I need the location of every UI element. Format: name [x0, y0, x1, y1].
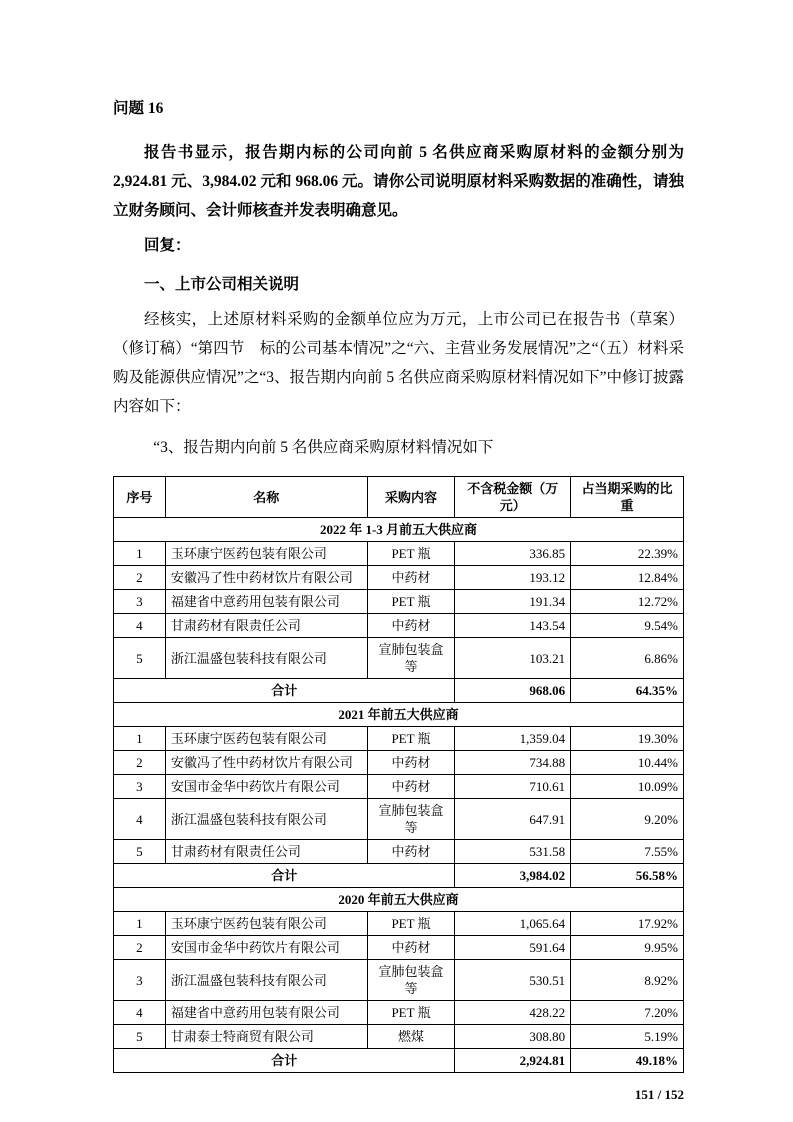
share-value: 12.72% — [571, 590, 684, 614]
col-header-seq: 序号 — [114, 477, 166, 518]
purchase-content: 中药材 — [367, 751, 455, 775]
supplier-row — [114, 542, 684, 566]
purchase-content: PET 瓶 — [367, 912, 455, 936]
total-share: 64.35% — [571, 679, 684, 703]
supplier-name: 甘肃药材有限责任公司 — [165, 840, 367, 864]
share-value: 6.86% — [571, 638, 684, 679]
supplier-name: 安徽冯了性中药材饮片有限公司 — [165, 566, 367, 590]
section-header-row — [114, 703, 684, 727]
supplier-row — [114, 638, 684, 679]
supplier-name: 浙江温盛包装科技有限公司 — [165, 799, 367, 840]
supplier-seq: 5 — [114, 840, 166, 864]
purchase-content: 燃煤 — [367, 1025, 455, 1049]
amount-value: 191.34 — [455, 590, 571, 614]
supplier-row — [114, 960, 684, 1001]
total-row — [114, 864, 684, 888]
total-amount: 2,924.81 — [455, 1049, 571, 1073]
supplier-row — [114, 840, 684, 864]
purchase-content: 宣肺包装盒等 — [367, 638, 455, 679]
supplier-seq: 1 — [114, 727, 166, 751]
amount-value: 143.54 — [455, 614, 571, 638]
purchase-content: 中药材 — [367, 840, 455, 864]
supplier-row — [114, 936, 684, 960]
table-header-row — [114, 477, 684, 518]
supplier-row — [114, 614, 684, 638]
reply-label: 回复： — [144, 237, 191, 254]
supplier-name: 甘肃泰士特商贸有限公司 — [165, 1025, 367, 1049]
share-value: 19.30% — [571, 727, 684, 751]
purchase-content: PET 瓶 — [367, 727, 455, 751]
total-label: 合计 — [114, 1049, 455, 1073]
amount-value: 1,065.64 — [455, 912, 571, 936]
purchase-content: PET 瓶 — [367, 1001, 455, 1025]
share-value: 10.09% — [571, 775, 684, 799]
purchase-content: PET 瓶 — [367, 542, 455, 566]
purchase-content: 中药材 — [367, 775, 455, 799]
purchase-content: 宣肺包装盒等 — [367, 799, 455, 840]
share-value: 12.84% — [571, 566, 684, 590]
amount-value: 336.85 — [455, 542, 571, 566]
supplier-seq: 3 — [114, 775, 166, 799]
question-title: 问题 16 — [113, 100, 164, 117]
total-label: 合计 — [114, 864, 455, 888]
supplier-row — [114, 1001, 684, 1025]
amount-value: 531.58 — [455, 840, 571, 864]
supplier-row — [114, 912, 684, 936]
section-title: 2021 年前五大供应商 — [114, 703, 684, 727]
share-value: 8.92% — [571, 960, 684, 1001]
total-row — [114, 1049, 684, 1073]
section-heading: 一、上市公司相关说明 — [144, 276, 300, 293]
col-header-amount: 不含税金额（万元） — [455, 477, 571, 518]
col-header-content: 采购内容 — [367, 477, 455, 518]
supplier-row — [114, 727, 684, 751]
amount-value: 591.64 — [455, 936, 571, 960]
amount-value: 428.22 — [455, 1001, 571, 1025]
supplier-name: 安国市金华中药饮片有限公司 — [165, 936, 367, 960]
total-share: 56.58% — [571, 864, 684, 888]
page-number: 151 / 152 — [634, 1087, 684, 1102]
amount-value: 530.51 — [455, 960, 571, 1001]
para-explanation: 经核实，上述原材料采购的金额单位应为万元，上市公司已在报告书（草案）（修订稿）“第四节 标的公司基本情况”之“六、主营业务发展情况”之“（五）材料采购及能源供应情况”之“3、报告期内向前 5 名供应商采购原材料情况如下”中修订披露内容如下： — [113, 311, 684, 415]
share-value: 7.55% — [571, 840, 684, 864]
supplier-row — [114, 799, 684, 840]
supplier-name: 福建省中意药用包装有限公司 — [165, 1001, 367, 1025]
supplier-row — [114, 751, 684, 775]
supplier-row — [114, 775, 684, 799]
share-value: 7.20% — [571, 1001, 684, 1025]
total-share: 49.18% — [571, 1049, 684, 1073]
purchase-content: 中药材 — [367, 614, 455, 638]
supplier-row — [114, 566, 684, 590]
amount-value: 103.21 — [455, 638, 571, 679]
supplier-name: 福建省中意药用包装有限公司 — [165, 590, 367, 614]
quote-line: “3、报告期内向前 5 名供应商采购原材料情况如下 — [153, 439, 494, 456]
section-header-row — [114, 518, 684, 542]
supplier-row — [114, 1025, 684, 1049]
supplier-name: 浙江温盛包装科技有限公司 — [165, 638, 367, 679]
col-header-name: 名称 — [165, 477, 367, 518]
supplier-seq: 2 — [114, 566, 166, 590]
supplier-seq: 5 — [114, 638, 166, 679]
section-title: 2022 年 1-3 月前五大供应商 — [114, 518, 684, 542]
col-header-share: 占当期采购的比重 — [571, 477, 684, 518]
share-value: 22.39% — [571, 542, 684, 566]
supplier-seq: 1 — [114, 542, 166, 566]
amount-value: 193.12 — [455, 566, 571, 590]
supplier-row — [114, 590, 684, 614]
supplier-name: 玉环康宁医药包装有限公司 — [165, 542, 367, 566]
purchase-content: 中药材 — [367, 936, 455, 960]
share-value: 9.54% — [571, 614, 684, 638]
amount-value: 647.91 — [455, 799, 571, 840]
supplier-name: 玉环康宁医药包装有限公司 — [165, 727, 367, 751]
supplier-name: 浙江温盛包装科技有限公司 — [165, 960, 367, 1001]
share-value: 9.20% — [571, 799, 684, 840]
supplier-name: 甘肃药材有限责任公司 — [165, 614, 367, 638]
supplier-seq: 4 — [114, 1001, 166, 1025]
supplier-name: 安国市金华中药饮片有限公司 — [165, 775, 367, 799]
total-row — [114, 679, 684, 703]
supplier-seq: 4 — [114, 614, 166, 638]
total-amount: 3,984.02 — [455, 864, 571, 888]
purchase-content: PET 瓶 — [367, 590, 455, 614]
question-body: 报告书显示，报告期内标的公司向前 5 名供应商采购原材料的金额分别为 2,924.81 元、3,984.02 元和 968.06 元。请你公司说明原材料采购数据的准确性，请独立财务顾问、会计师核查并发表明确意见。 — [113, 144, 684, 219]
share-value: 9.95% — [571, 936, 684, 960]
supplier-seq: 3 — [114, 960, 166, 1001]
share-value: 17.92% — [571, 912, 684, 936]
supplier-name: 玉环康宁医药包装有限公司 — [165, 912, 367, 936]
share-value: 10.44% — [571, 751, 684, 775]
amount-value: 710.61 — [455, 775, 571, 799]
share-value: 5.19% — [571, 1025, 684, 1049]
supplier-name: 安徽冯了性中药材饮片有限公司 — [165, 751, 367, 775]
supplier-table — [113, 476, 684, 1073]
total-label: 合计 — [114, 679, 455, 703]
section-header-row — [114, 888, 684, 912]
amount-value: 734.88 — [455, 751, 571, 775]
supplier-seq: 2 — [114, 751, 166, 775]
supplier-seq: 3 — [114, 590, 166, 614]
supplier-seq: 5 — [114, 1025, 166, 1049]
amount-value: 1,359.04 — [455, 727, 571, 751]
purchase-content: 中药材 — [367, 566, 455, 590]
supplier-seq: 4 — [114, 799, 166, 840]
total-amount: 968.06 — [455, 679, 571, 703]
amount-value: 308.80 — [455, 1025, 571, 1049]
supplier-seq: 1 — [114, 912, 166, 936]
purchase-content: 宣肺包装盒等 — [367, 960, 455, 1001]
section-title: 2020 年前五大供应商 — [114, 888, 684, 912]
supplier-seq: 2 — [114, 936, 166, 960]
